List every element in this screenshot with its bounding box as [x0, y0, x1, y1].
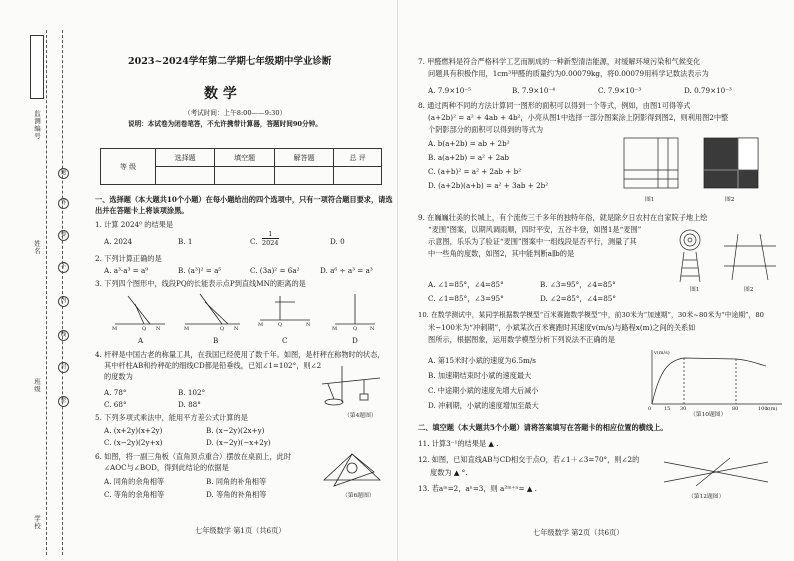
- svg-text:N: N: [156, 326, 161, 332]
- score-cell-choice[interactable]: [156, 167, 215, 185]
- q7-option-d: D. 0.79×10⁻³: [684, 86, 732, 95]
- q10-line2: 米~100米为“冲刺期”，小斌某次百米赛跑时其速度v(m/s)与路程x(m)之间的关系如: [428, 323, 696, 332]
- q10-tick-0: 0: [648, 406, 652, 412]
- q6-line1: 6. 如图，将一副三角板（直角顶点重合）摆放在桌面上，此时: [95, 452, 292, 461]
- q1-stem: 1. 计算 2024⁰ 的结果是: [95, 220, 174, 229]
- q2-option-b: B. (a³)² = a⁵: [178, 266, 222, 275]
- svg-text:M: M: [332, 326, 338, 332]
- seal-char-8: 密: [58, 396, 69, 407]
- q5-option-a: A. (x+2y)(x+2y): [104, 426, 163, 435]
- q7-line2: 问题具有积极作用，1cm³甲醛的质量约为0.00079kg，将0.00079用科学记数法表示为: [428, 69, 709, 78]
- seal-char-2: 答: [58, 198, 69, 209]
- seal-char-7: 封: [58, 362, 69, 373]
- q6-option-d: D. 等角的补角相等: [206, 490, 267, 499]
- q8-option-c: C. (a+b)² = a² + 2ab + b²: [428, 167, 522, 176]
- fraction-numerator: 1: [268, 230, 273, 238]
- q13-stem: 13. 若aᵐ=2，aⁿ=3，则 a²ᵐ⁺ⁿ= ▲ .: [418, 484, 537, 493]
- exam-title: 2023~2024学年第二学期七年级期中学业诊断: [128, 56, 332, 67]
- q9-option-a: A. ∠1=85°，∠4=85°: [428, 280, 504, 289]
- q7-option-c: C. 7.9×10⁻³: [598, 86, 642, 95]
- score-header-choice: 选择题: [156, 149, 215, 167]
- q9-line2: “麦围”图案，以期风调雨顺，四时平安，五谷丰登，如图1是“麦围”: [428, 225, 642, 234]
- q1-option-b: B. 1: [178, 237, 193, 246]
- q3-label-d: D: [352, 336, 358, 345]
- q9-angles-figure-2: [722, 232, 778, 284]
- seal-char-3: 要: [58, 230, 69, 241]
- q10-line3: 图所示，根据图象，运用数学模型分析下列说法不正确的是: [428, 335, 615, 344]
- exam-number-label: 监测编号: [33, 110, 41, 140]
- seal-char-5: 内: [58, 296, 69, 307]
- svg-text:M: M: [112, 326, 118, 332]
- q4-line2: 其中杆柱AB和拎秤砣的细线CD都是铅垂线，已知∠1=102°，则∠2: [104, 361, 322, 370]
- score-header-total: 总 评: [334, 149, 382, 167]
- q7-option-a: A. 7.9×10⁻⁵: [428, 86, 472, 95]
- q9-line4: 中一些角的度数，如图2，其中能判断a∥b的是: [428, 249, 575, 258]
- q2-option-d: D. a⁶ ÷ a³ = a³: [320, 266, 373, 275]
- svg-text:M: M: [184, 326, 190, 332]
- q9-maiwei-figure-1: [672, 226, 718, 286]
- q10-option-a: A. 第15米时小斌的速度为6.5m/s: [428, 356, 536, 365]
- svg-text:Q: Q: [142, 326, 147, 332]
- svg-text:N: N: [234, 326, 239, 332]
- q10-option-b: B. 加速期结束时小斌的速度最大: [428, 371, 532, 380]
- q10-x-axis-label: x(m): [766, 406, 778, 412]
- q9-line1: 9. 在巍巍壮美的长城上，有个流传三千多年的独特年俗，就是除夕日农村在自家院子地上绘: [418, 213, 708, 222]
- q7-option-b: B. 7.9×10⁻⁴: [512, 86, 556, 95]
- svg-text:N: N: [370, 326, 375, 332]
- score-cell-answer[interactable]: [274, 167, 333, 185]
- q11-stem: 11. 计算3⁻¹的结果是 ▲ .: [418, 439, 499, 448]
- svg-text:Q: Q: [220, 326, 225, 332]
- svg-text:N: N: [306, 322, 311, 328]
- fold-line: [46, 30, 47, 555]
- q7-line1: 7. 甲醛燃料是符合严格科学工艺而制成的一种新型清洁能源，对缓解环境污染和气候变化: [418, 57, 701, 66]
- score-header-level: 等 级: [101, 149, 156, 185]
- q10-tick-30: 30: [680, 406, 687, 412]
- q12-intersecting-lines-figure: [660, 452, 772, 492]
- q9-line3: 示意图，乐乐为了验证“麦围”图案中一组线段是否平行，测量了其: [428, 237, 637, 246]
- section1-intro-line2: 出并在答题卡上将该项涂黑。: [95, 206, 189, 215]
- seal-char-4: 不: [58, 262, 69, 273]
- q5-option-d: D. (x−2y)(−x+2y): [206, 438, 271, 447]
- class-label: 班级: [33, 378, 41, 393]
- section2-intro: 二、填空题（本大题共5个小题）请将答案填写在答题卡的相应位置的横线上。: [418, 423, 668, 432]
- q8-figure-2: [700, 134, 762, 194]
- q8-option-a: A. b(a+2b) = ab + 2b²: [428, 139, 510, 148]
- q5-stem: 5. 下列多项式乘法中，能用平方差公式计算的是: [95, 413, 248, 422]
- q4-option-d: D. 88°: [178, 400, 201, 409]
- q8-option-d: D. (a+2b)(a+b) = a² + 3ab + 2b²: [428, 181, 549, 190]
- q9-option-b: B. ∠3=95°，∠4=85°: [540, 280, 616, 289]
- q8-line2: (a+2b)² = a² + 4ab + 4b²，小亮从图1中选择一部分图案涂上阴影得到图2，则利用图2中整: [428, 113, 729, 122]
- q9-figure-2-caption: 图2: [744, 287, 754, 293]
- fraction-denominator: 2024: [262, 239, 279, 247]
- q6-option-b: B. 同角的补角相等: [206, 477, 267, 486]
- q12-line1: 12. 如图，已知直线AB与CD相交于点O，若∠1＋∠3=70°，则∠2的: [418, 455, 640, 464]
- q8-option-b: B. a(a+2b) = a² + 2ab: [428, 153, 510, 162]
- svg-text:Q: Q: [353, 326, 358, 332]
- q6-line2: ∠AOC与∠BOD，得到此结论的依据是: [104, 463, 229, 472]
- q4-line3: 的度数为: [104, 372, 133, 381]
- q10-figure-caption: （第10题图）: [690, 412, 727, 418]
- q12-figure-caption: （第12题图）: [688, 494, 725, 500]
- q5-option-c: C. (x−2y)(2y+x): [104, 438, 163, 447]
- q2-option-a: A. a³·a³ = a⁹: [104, 266, 149, 275]
- q4-option-b: B. 102°: [178, 388, 206, 397]
- q3-label-c: C: [282, 336, 288, 345]
- q6-option-c: C. 等角的余角相等: [104, 490, 165, 499]
- q10-y-axis-label: v(m/s): [654, 350, 670, 356]
- svg-text:M: M: [258, 322, 264, 328]
- q9-figure-1-caption: 图1: [690, 287, 700, 293]
- seal-line: [62, 30, 63, 555]
- q4-steelyard-figure: [318, 362, 384, 412]
- seal-char-6: 线: [58, 330, 69, 341]
- svg-text:Q: Q: [278, 322, 283, 328]
- q4-option-c: C. 68°: [104, 400, 127, 409]
- q3-label-a: A: [138, 336, 144, 345]
- q8-figure-1: [620, 134, 682, 194]
- q2-option-c: C. (3a)² = 6a²: [250, 266, 300, 275]
- school-label: 学校: [33, 515, 41, 530]
- q9-option-c: C. ∠1=85°，∠3=95°: [428, 294, 504, 303]
- q4-option-a: A. 78°: [104, 388, 127, 397]
- q3-label-b: B: [213, 336, 219, 345]
- q3-stem: 3. 下列四个图形中，线段PQ的长能表示点P到直线MN的距离的是: [95, 279, 306, 288]
- name-label: 姓名: [33, 240, 41, 255]
- q10-option-c: C. 中途期小斌的速度先增大后减小: [428, 386, 539, 395]
- q10-tick-80: 80: [732, 406, 739, 412]
- q8-line3: 个阴影部分的面积可以得到的等式为: [428, 125, 544, 134]
- q5-option-b: B. (x−2y)(2x+y): [206, 426, 265, 435]
- seal-char-1: 题: [58, 168, 69, 179]
- q8-line1: 8. 通过两种不同的方法计算同一图形的面积可以得到一个等式，例如，由图1可得等式: [418, 101, 691, 110]
- q10-tick-100: 100: [758, 406, 768, 412]
- q6-option-a: A. 同角的余角相等: [104, 477, 165, 486]
- q1-option-a: A. 2024: [104, 237, 133, 246]
- q4-figure-caption: （第4题图）: [344, 413, 377, 419]
- score-cell-fill[interactable]: [215, 167, 274, 185]
- score-cell-total[interactable]: [334, 167, 382, 185]
- q10-velocity-graph: [640, 346, 790, 412]
- score-header-fill: 填空题: [215, 149, 274, 167]
- exam-number-box[interactable]: [30, 35, 44, 99]
- q9-option-d: D. ∠2=85°，∠4=85°: [540, 294, 616, 303]
- score-header-answer: 解答题: [274, 149, 333, 167]
- q8-figure-2-caption: 图2: [725, 197, 735, 203]
- q10-tick-15: 15: [664, 406, 671, 412]
- q10-line1: 10. 在数学测试中，某同学根据数学模型“百米赛跑数学模型”中，前30米为“加速期”，30米~80米为“中途期”，80: [418, 311, 764, 319]
- page-divider: [397, 0, 398, 561]
- q1-option-c: C.: [250, 237, 258, 246]
- subject-title: 数 学: [204, 86, 237, 102]
- score-table: [100, 148, 382, 185]
- q1-option-c-fraction: [262, 230, 279, 247]
- q6-triangles-figure: [322, 450, 384, 492]
- q3-figures: [110, 290, 380, 338]
- section1-intro-line1: 一、选择题（本大题共10个小题）在每小题给出的四个选项中，只有一项符合题目要求，请选: [95, 195, 393, 204]
- q2-stem: 2. 下列计算正确的是: [95, 254, 162, 263]
- footer-right: 七年级数学 第2页（共6页）: [533, 528, 624, 537]
- exam-time: （考试时间：上午8:00——9:30）: [184, 109, 287, 117]
- q6-figure-caption: （第6题图）: [342, 493, 375, 499]
- q8-figure-1-caption: 图1: [645, 197, 655, 203]
- q10-option-d: D. 冲刺期，小斌的速度增加至最大: [428, 401, 539, 410]
- q4-line1: 4. 杆秤是中国古老的称量工具，在我国已经使用了数千年。如图，是杆秤在称物时的状态，: [95, 350, 385, 359]
- footer-left: 七年级数学 第1页（共6页）: [195, 526, 286, 535]
- q12-line2: 度数为 ▲ °.: [430, 468, 468, 477]
- exam-note: 说明：本试卷为闭卷笔答，不允许携带计算器，答题时间90分钟。: [128, 120, 322, 128]
- q1-option-d: D. 0: [330, 237, 345, 246]
